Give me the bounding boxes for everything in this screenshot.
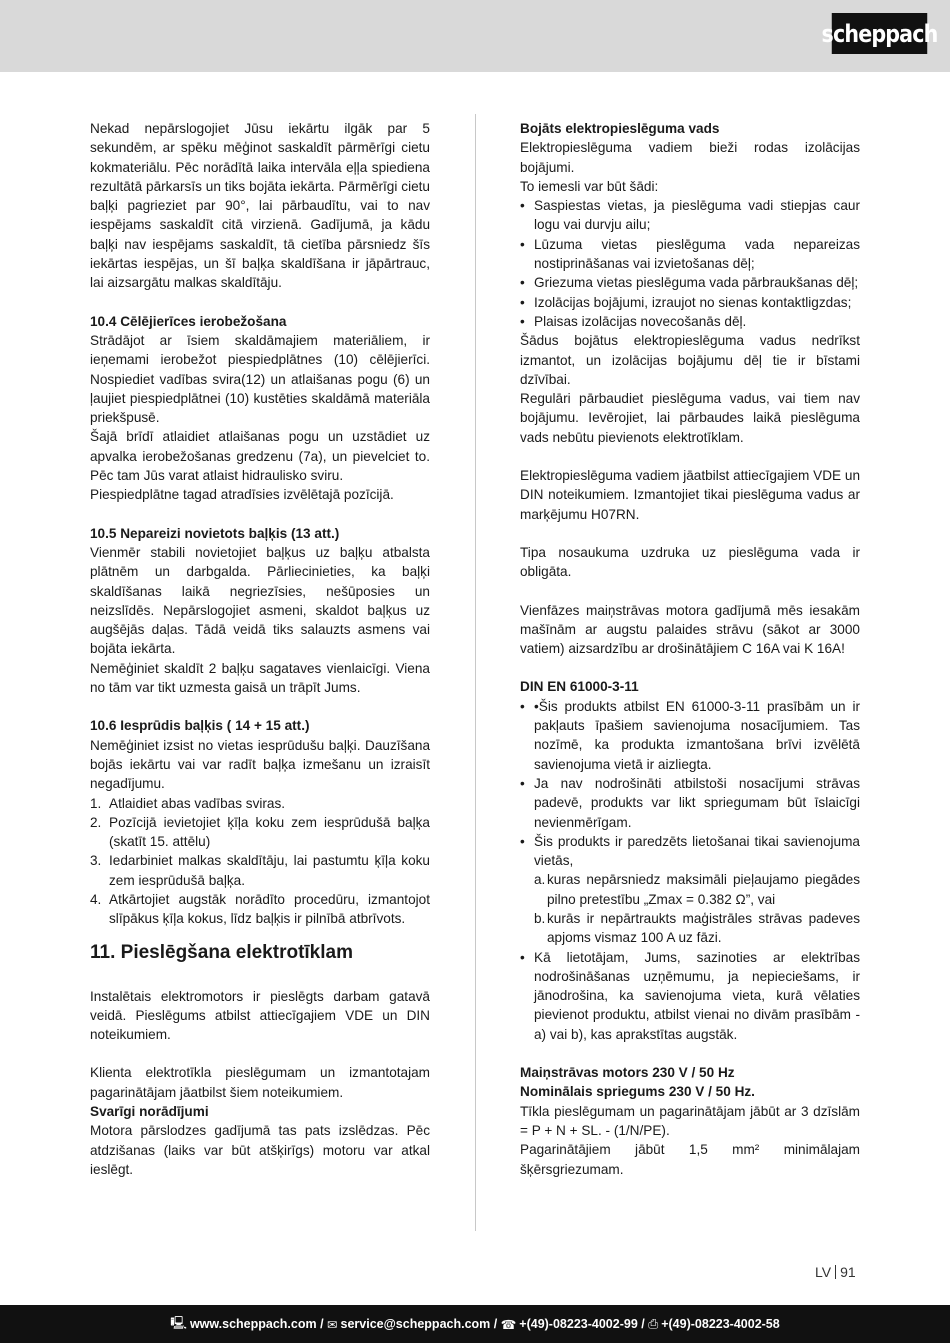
sub-item-text: kurās ir nepārtraukts maģistrāles strāvas padeves apjoms vismaz 100 A uz fāzi. [547, 910, 860, 946]
phone-icon: ☎ [500, 1317, 517, 1332]
list-item: • Ja nav nodrošināti atbilstoši nosacījumi strāvas padevē, produkts var likt spriegumam būt īslaicīgi nevienmērīgam. [520, 774, 860, 832]
intro-paragraph: Nekad nepārslogojiet Jūsu iekārtu ilgāk par 5 sekundēm, ar spēku mēģinot saskaldīt pārmērīgi cietu kokmateriālu. Pēc norādītā laika intervāla eļļa spiediena rezultātā pārkarsīs un tiks bojāta iekārta. Pārmērīgi cietu baļķi pagrieziet par 90°, lai pārbaudītu, vai to nav iespējams saskaldīt citā virzienā. Gadījumā, ja kādu baļķi nav iespējams saskaldīt, tā cietība pārsniedz šīs iekārtas iespējas, un šī baļķa skaldīšana ir jāpārtrauc, lai aizsargātu malkas skaldītāju. [90, 121, 430, 291]
paragraph: Nemēģiniet skaldīt 2 baļķu sagataves vienlaicīgi. Viena no tām var tikt uzmesta gaisā un trāpīt Jums. [90, 660, 430, 696]
din-list [520, 697, 860, 1044]
footer-separator: / [637, 1317, 649, 1331]
paragraph: Klienta elektrotīkla pieslēgumam un izmantotajam pagarinātājam jāatbilst šiem noteikumiem. [90, 1065, 430, 1100]
paragraph: Šajā brīdī atlaidiet atlaišanas pogu un uzstādiet uz apvalka ierobežošanas gredzenu (7a), un pievelciet to. Pēc tam Jūs varat atlaist hidraulisko sviru. [90, 429, 430, 484]
step-text: Iedarbiniet malkas skaldītāju, lai pastumtu ķīļa koku zem iesprūdušā baļķa. [109, 853, 430, 888]
fax-icon: ⎙ [648, 1316, 659, 1331]
page-number-value: 91 [840, 1264, 856, 1280]
footer-email[interactable]: service@scheppach.com [340, 1317, 491, 1331]
paragraph: Motora pārslodzes gadījumā tas pats izslēdzas. Pēc atdzišanas (laiks var būt atšķirīgs) motoru var atkal ieslēgt. [90, 1123, 430, 1177]
list-item-text: Šis produkts ir paredzēts lietošanai tikai savienojuma vietās, [534, 833, 860, 869]
paragraph: Piespiedplātne tagad atradīsies izvēlētajā pozīcijā. [90, 487, 394, 503]
list-item: • Kā lietotājam, Jums, sazinoties ar elektrības nodrošināšanas uzņēmumu, ja nepieciešams, ir jānodrošina, ka savienojuma vieta, kurā vēlaties pievienot produktu, atbilst vienai no divām prasībām - a) vai b), kas aprakstītas augstāk. [520, 948, 860, 1044]
column-divider [475, 114, 476, 1231]
list-item: • Griezuma vietas pieslēguma vada pārbraukšanas dēļ; [520, 273, 860, 292]
section-10-4-title: 10.4 Cēlējierīces ierobežošana [90, 313, 287, 329]
left-column [90, 119, 430, 1179]
important-notes-title: Svarīgi norādījumi [90, 1104, 209, 1120]
paragraph: Regulāri pārbaudiet pieslēguma vadus, vai tiem nav bojājumu. Ievērojiet, lai pārbaudes laikā pieslēguma vads nebūtu pievienots elektrotīklam. [520, 391, 860, 445]
computer-icon: 🖳 [170, 1315, 187, 1330]
step-text: Pozīcijā ievietojiet ķīļa koku zem iesprūdušā baļķa (skatīt 15. attēlu) [109, 814, 430, 850]
paragraph: Tīkla pieslēgumam un pagarinātājam jābūt ar 3 dzīslām = P + N + SL. - (1/N/PE). [520, 1103, 860, 1138]
paragraph: Tipa nosaukuma uzdruka uz pieslēguma vada ir obligāta. [520, 544, 860, 580]
list-item: • Izolācijas bojājumi, izraujot no sienas kontaktligzdas; [520, 293, 860, 312]
language-code: LV [815, 1264, 832, 1280]
paragraph: Vienfāzes maiņstrāvas motora gadījumā mēs iesakām mašīnām ar augstu palaides strāvu (sākot ar 3000 vatiem) aizsardzību ar drošinātājiem C 16A vai K 16A! [520, 602, 860, 657]
list-item [90, 794, 430, 813]
paragraph: Strādājot ar īsiem skaldāmajiem materiāliem, ir ieņemami ierobežot piespiedplātnes (10) cēlējierīci. Nospiediet vadības svira(12) un atlaišanas pogu (6) un ļaujiet piespiedplātnei (10) kustēties skaldāmā materiāla priekšpusē. [90, 332, 430, 426]
section-10-5-title: 10.5 Nepareizi novietots baļķis (13 att.) [90, 525, 340, 541]
sub-item-letter: b. [534, 910, 546, 926]
paragraph: Vienmēr stabili novietojiet baļķus uz baļķu atbalsta plātnēm un darbgalda. Pārliecinieties, ka baļķi skaldīšanas laikā negriezīsies, nešūposies un neizslīdēs. Nepārslogojiet asmeni, skaldot baļķus uz augšējās daļas. Tādā veidā tiks salauzts asmens vai bojāta iekārta. [90, 544, 430, 657]
voltage-spec-line: Nominālais spriegums 230 V / 50 Hz. [520, 1084, 755, 1100]
sub-item-letter: a. [534, 872, 546, 888]
footer-bar [0, 1305, 950, 1343]
page-number-separator [835, 1265, 836, 1279]
din-title: DIN EN 61000-3-11 [520, 679, 639, 695]
motor-spec-line: Maiņstrāvas motors 230 V / 50 Hz [520, 1065, 735, 1081]
list-item: • Saspiestas vietas, ja pieslēguma vadi stiepjas caur logu vai durvju ailu; [520, 196, 860, 235]
footer-phone: +(49)-08223-4002-99 [519, 1317, 638, 1331]
list-item [90, 813, 430, 852]
causes-list [520, 196, 860, 331]
footer-separator: / [316, 1317, 328, 1331]
paragraph: Instalētais elektromotors ir pieslēgts darbam gatavā veidā. Pieslēgums atbilst attiecīgajiem VDE un DIN noteikumiem. [90, 988, 430, 1043]
header-bar [0, 0, 950, 72]
list-item [90, 890, 430, 929]
damaged-cable-title: Bojāts elektropieslēguma vads [520, 121, 720, 136]
step-number: 2. [90, 814, 102, 830]
brand-logo: scheppach [832, 13, 927, 54]
step-number: 4. [90, 891, 102, 907]
footer-website[interactable]: www.scheppach.com [189, 1317, 317, 1331]
paragraph: To iemesli var būt šādi: [520, 178, 659, 194]
list-item [520, 832, 860, 948]
step-text: Atkārtojiet augstāk norādīto procedūru, izmantojot slīpākus ķīļa kokus, līdz baļķis ir pilnībā atbrīvots. [109, 891, 430, 927]
paragraph: Nemēģiniet izsist no vietas iesprūdušu baļķi. Dauzīšana bojās iekārtu vai var radīt baļķa izmešanu un izraisīt negadījumu. [90, 737, 430, 792]
footer-separator: / [490, 1317, 501, 1331]
section-10-6-title: 10.6 Iesprūdis baļķis ( 14 + 15 att.) [90, 718, 310, 734]
right-column [520, 119, 860, 1179]
footer-fax: +(49)-08223-4002-58 [661, 1317, 780, 1331]
sub-list [534, 870, 860, 947]
step-number: 3. [90, 853, 102, 869]
list-item: • Plaisas izolācijas novecošanās dēļ. [520, 312, 860, 331]
steps-list [90, 794, 430, 929]
paragraph: Pagarinātājiem jābūt 1,5 mm² minimālajam šķērsgriezumam. [520, 1142, 860, 1177]
sub-list-item [534, 909, 860, 948]
paragraph: Elektropieslēguma vadiem bieži rodas izolācijas bojājumi. [520, 140, 860, 175]
paragraph: Elektropieslēguma vadiem jāatbilst attiecīgajiem VDE un DIN noteikumiem. Izmantojiet tikai pieslēguma vadus ar marķējumu H07RN. [520, 468, 861, 522]
list-item [90, 851, 430, 890]
sub-list-item [534, 870, 860, 909]
paragraph: Šādus bojātus elektropieslēguma vadus nedrīkst izmantot, un izolācijas bojājumu dēļ tie ir bīstami dzīvībai. [520, 333, 860, 387]
section-11-title: 11. Pieslēgšana elektrotīklam [90, 941, 353, 963]
list-item: • •Šis produkts atbilst EN 61000-3-11 prasībām un ir pakļauts īpašiem savienojuma nosacījumiem. Tas nozīmē, ka produkta izmantošana brīvi izvēlētā savienojuma vietā ir aizliegta. [520, 697, 860, 774]
step-text: Atlaidiet abas vadības sviras. [109, 795, 286, 811]
page-number [815, 1264, 856, 1280]
sub-item-text: kuras nepārsniedz maksimāli pieļaujamo piegādes pilno pretestību „Zmax = 0.382 Ω”, vai [547, 872, 860, 907]
email-icon: ✉ [327, 1317, 338, 1332]
list-item: • Lūzuma vietas pieslēguma vada nepareizas nostiprināšanas vai izvietošanas dēļ; [520, 235, 860, 274]
step-number: 1. [90, 795, 102, 811]
